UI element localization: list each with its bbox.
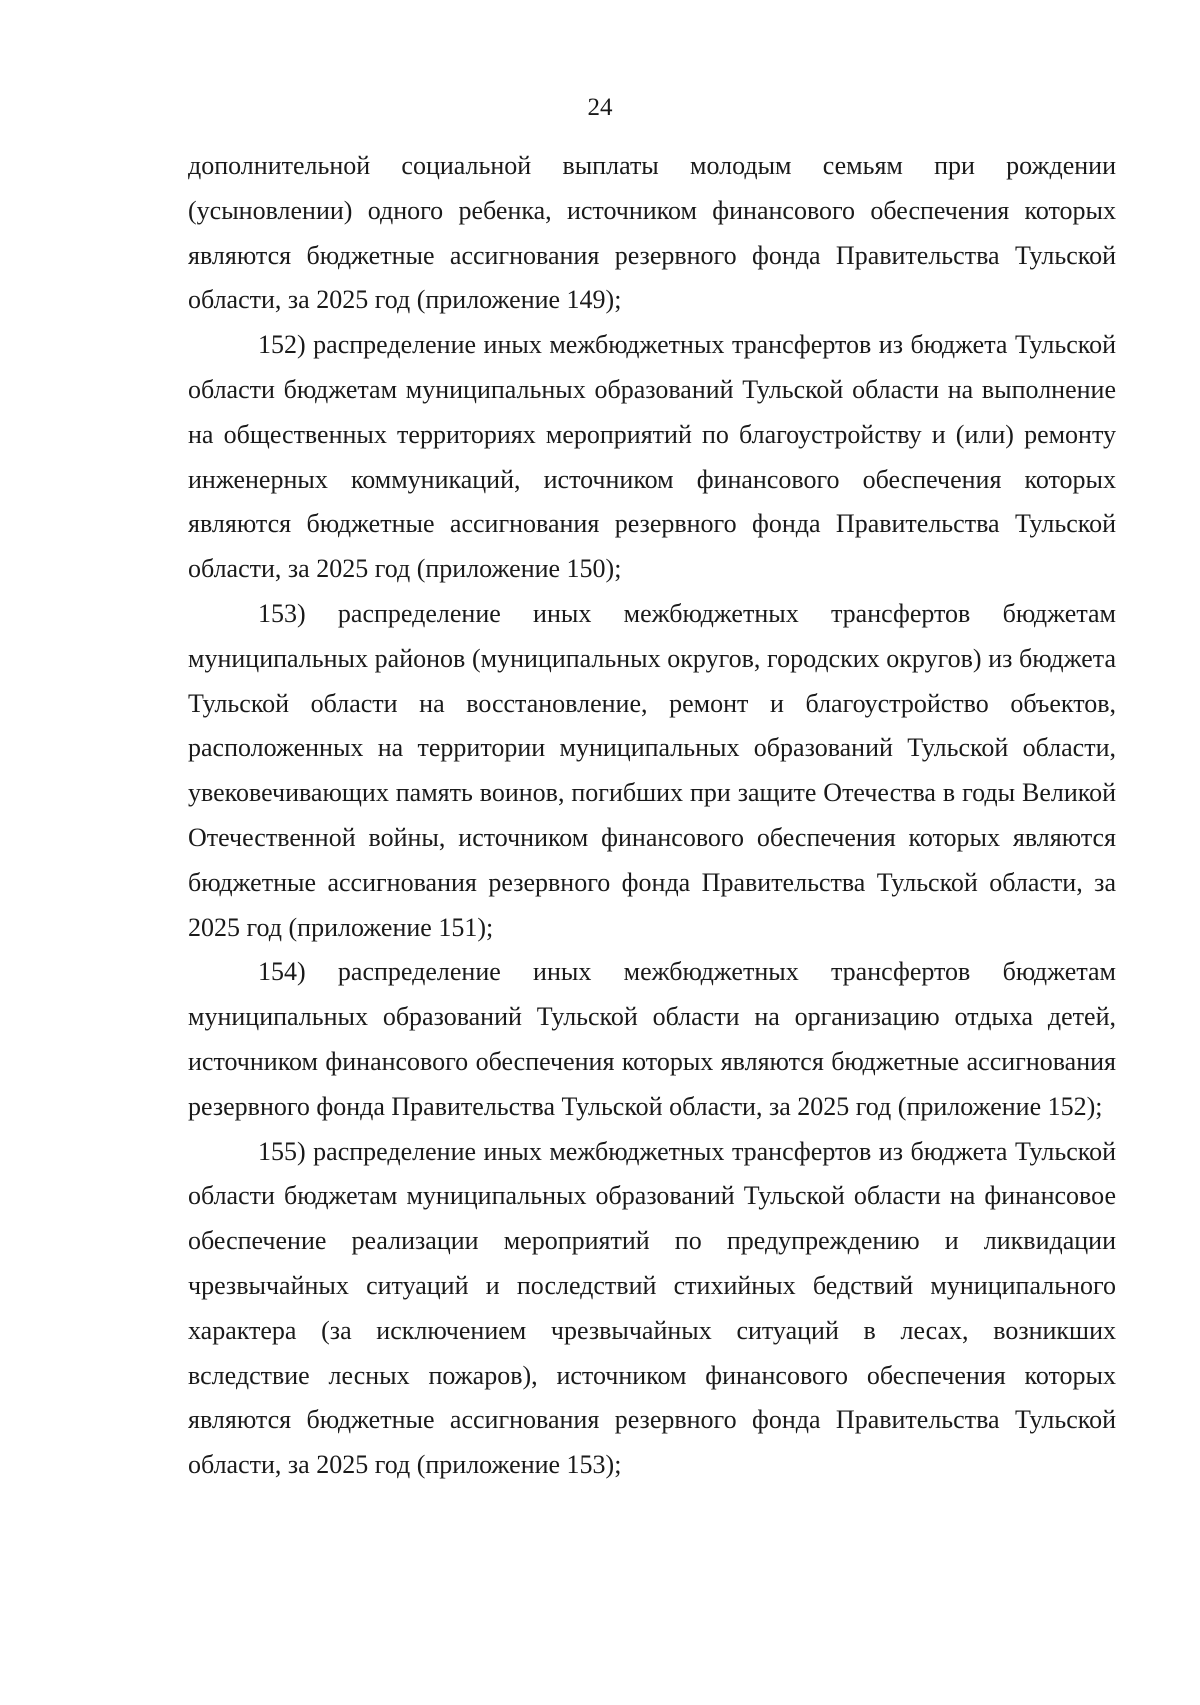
paragraph-item-152: 152) распределение иных межбюджетных трансфертов из бюджета Тульской области бюджетам муниципальных образований Тульской области на выполнение на общественных территориях мероприятий по благоустройству и (или) ремонту инженерных коммуникаций, источником финансового обеспечения которых являются бюджетные ассигнования резервного фонда Правительства Тульской области, за 2025 год (приложение 150);: [188, 330, 1116, 584]
document-body: [188, 144, 1116, 1488]
paragraph-item-154: 154) распределение иных межбюджетных трансфертов бюджетам муниципальных образований Тульской области на организацию отдыха детей, источником финансового обеспечения которых являются бюджетные ассигнования резервного фонда Правительства Тульской области, за 2025 год (приложение 152);: [188, 957, 1116, 1121]
page-number: 24: [587, 94, 613, 121]
paragraph-item-155: 155) распределение иных межбюджетных трансфертов из бюджета Тульской области бюджетам муниципальных образований Тульской области на финансовое обеспечение реализации мероприятий по предупреждению и ликвидации чрезвычайных ситуаций и последствий стихийных бедствий муниципального характера (за исключением чрезвычайных ситуаций в лесах, возникших вследствие лесных пожаров), источником финансового обеспечения которых являются бюджетные ассигнования резервного фонда Правительства Тульской области, за 2025 год (приложение 153);: [188, 1136, 1116, 1480]
paragraph-item-153: 153) распределение иных межбюджетных трансфертов бюджетам муниципальных районов (муниципальных округов, городских округов) из бюджета Тульской области на восстановление, ремонт и благоустройство объектов, расположенных на территории муниципальных образований Тульской области, увековечивающих память воинов, погибших при защите Отечества в годы Великой Отечественной войны, источником финансового обеспечения которых являются бюджетные ассигнования резервного фонда Правительства Тульской области, за 2025 год (приложение 151);: [188, 598, 1116, 942]
paragraph-continuation-149: дополнительной социальной выплаты молодым семьям при рождении (усыновлении) одного ребенка, источником финансового обеспечения которых являются бюджетные ассигнования резервного фонда Правительства Тульской области, за 2025 год (приложение 149);: [188, 151, 1116, 315]
